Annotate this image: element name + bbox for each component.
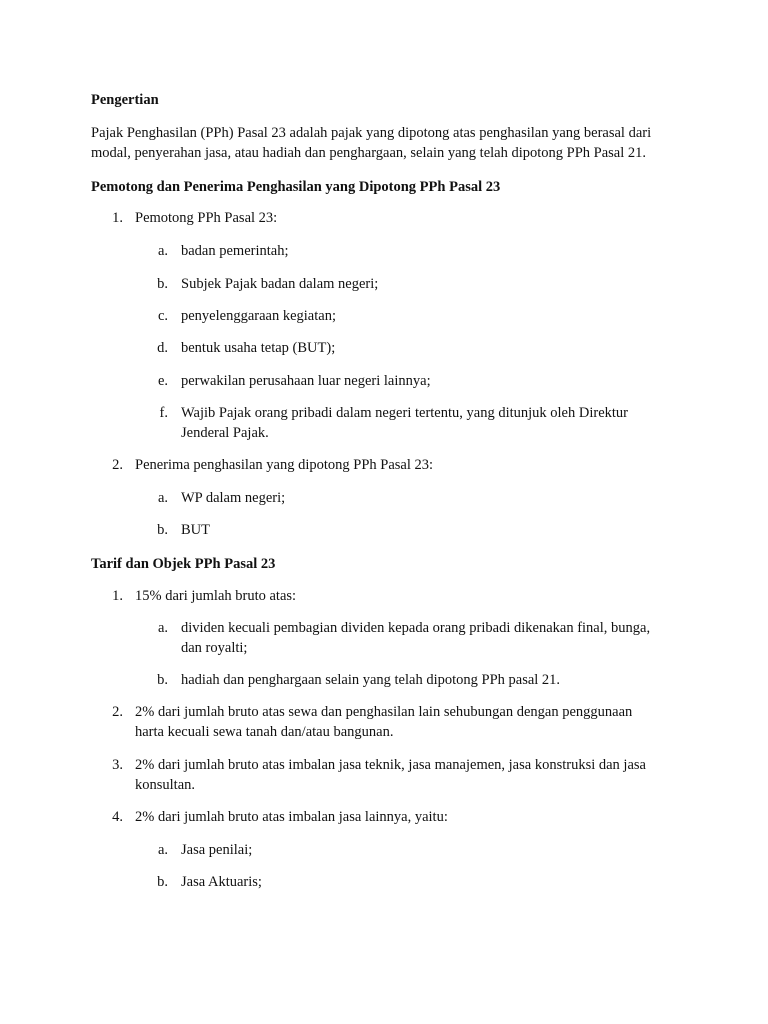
sublist-marker: b. <box>157 874 168 890</box>
list-marker: 2. <box>112 457 123 473</box>
sublist-marker: a. <box>157 620 168 636</box>
list-item-continuation: harta kecuali sewa tanah dan/atau bangunan. <box>135 724 394 740</box>
sublist-item: Jasa Aktuaris; <box>181 874 262 890</box>
sublist-item: BUT <box>181 522 210 538</box>
list-marker: 2. <box>112 704 123 720</box>
sublist-marker: a. <box>157 842 168 858</box>
paragraph-line: modal, penyerahan jasa, atau hadiah dan penghargaan, selain yang telah dipotong PPh Pasal 21. <box>91 145 647 161</box>
paragraph-line: Pajak Penghasilan (PPh) Pasal 23 adalah pajak yang dipotong atas penghasilan yang berasal dari <box>91 125 652 141</box>
section-heading-pemotong: Pemotong dan Penerima Penghasilan yang Dipotong PPh Pasal 23 <box>91 179 501 195</box>
sublist-item: Subjek Pajak badan dalam negeri; <box>181 276 379 292</box>
list-marker: 4. <box>112 809 123 825</box>
sublist-marker: d. <box>157 340 168 356</box>
list-item: 2% dari jumlah bruto atas imbalan jasa lainnya, yaitu: <box>135 809 448 825</box>
sublist-item: dividen kecuali pembagian dividen kepada orang pribadi dikenakan final, bunga, <box>181 620 651 636</box>
sublist-item-continuation: Jenderal Pajak. <box>181 425 269 441</box>
list-item: Pemotong PPh Pasal 23: <box>135 210 278 226</box>
list-item-continuation: konsultan. <box>135 777 196 793</box>
section-heading-tarif: Tarif dan Objek PPh Pasal 23 <box>91 556 276 572</box>
list-item: Penerima penghasilan yang dipotong PPh Pasal 23: <box>135 457 434 473</box>
sublist-item-continuation: dan royalti; <box>181 640 248 656</box>
sublist-item: badan pemerintah; <box>181 243 289 259</box>
sublist-item: Wajib Pajak orang pribadi dalam negeri tertentu, yang ditunjuk oleh Direktur <box>181 405 628 421</box>
sublist-item: hadiah dan penghargaan selain yang telah dipotong PPh pasal 21. <box>181 672 561 688</box>
sublist-item: penyelenggaraan kegiatan; <box>181 308 336 324</box>
sublist-marker: a. <box>157 490 168 506</box>
sublist-item: bentuk usaha tetap (BUT); <box>181 340 336 356</box>
sublist-marker: b. <box>157 672 168 688</box>
sublist-marker: b. <box>157 522 168 538</box>
sublist-item: perwakilan perusahaan luar negeri lainnya; <box>181 373 431 389</box>
sublist-marker: c. <box>157 308 168 324</box>
list-item: 15% dari jumlah bruto atas: <box>135 588 297 604</box>
list-marker: 3. <box>112 757 123 773</box>
sublist-item: WP dalam negeri; <box>181 490 286 506</box>
sublist-marker: e. <box>157 373 168 389</box>
list-item: 2% dari jumlah bruto atas imbalan jasa teknik, jasa manajemen, jasa konstruksi dan jasa <box>135 757 646 773</box>
list-item: 2% dari jumlah bruto atas sewa dan penghasilan lain sehubungan dengan penggunaan <box>135 704 633 720</box>
sublist-item: Jasa penilai; <box>181 842 253 858</box>
sublist-marker: a. <box>157 243 168 259</box>
sublist-marker: f. <box>159 405 168 421</box>
section-heading-pengertian: Pengertian <box>91 92 159 108</box>
list-marker: 1. <box>112 588 123 604</box>
sublist-marker: b. <box>157 276 168 292</box>
list-marker: 1. <box>112 210 123 226</box>
